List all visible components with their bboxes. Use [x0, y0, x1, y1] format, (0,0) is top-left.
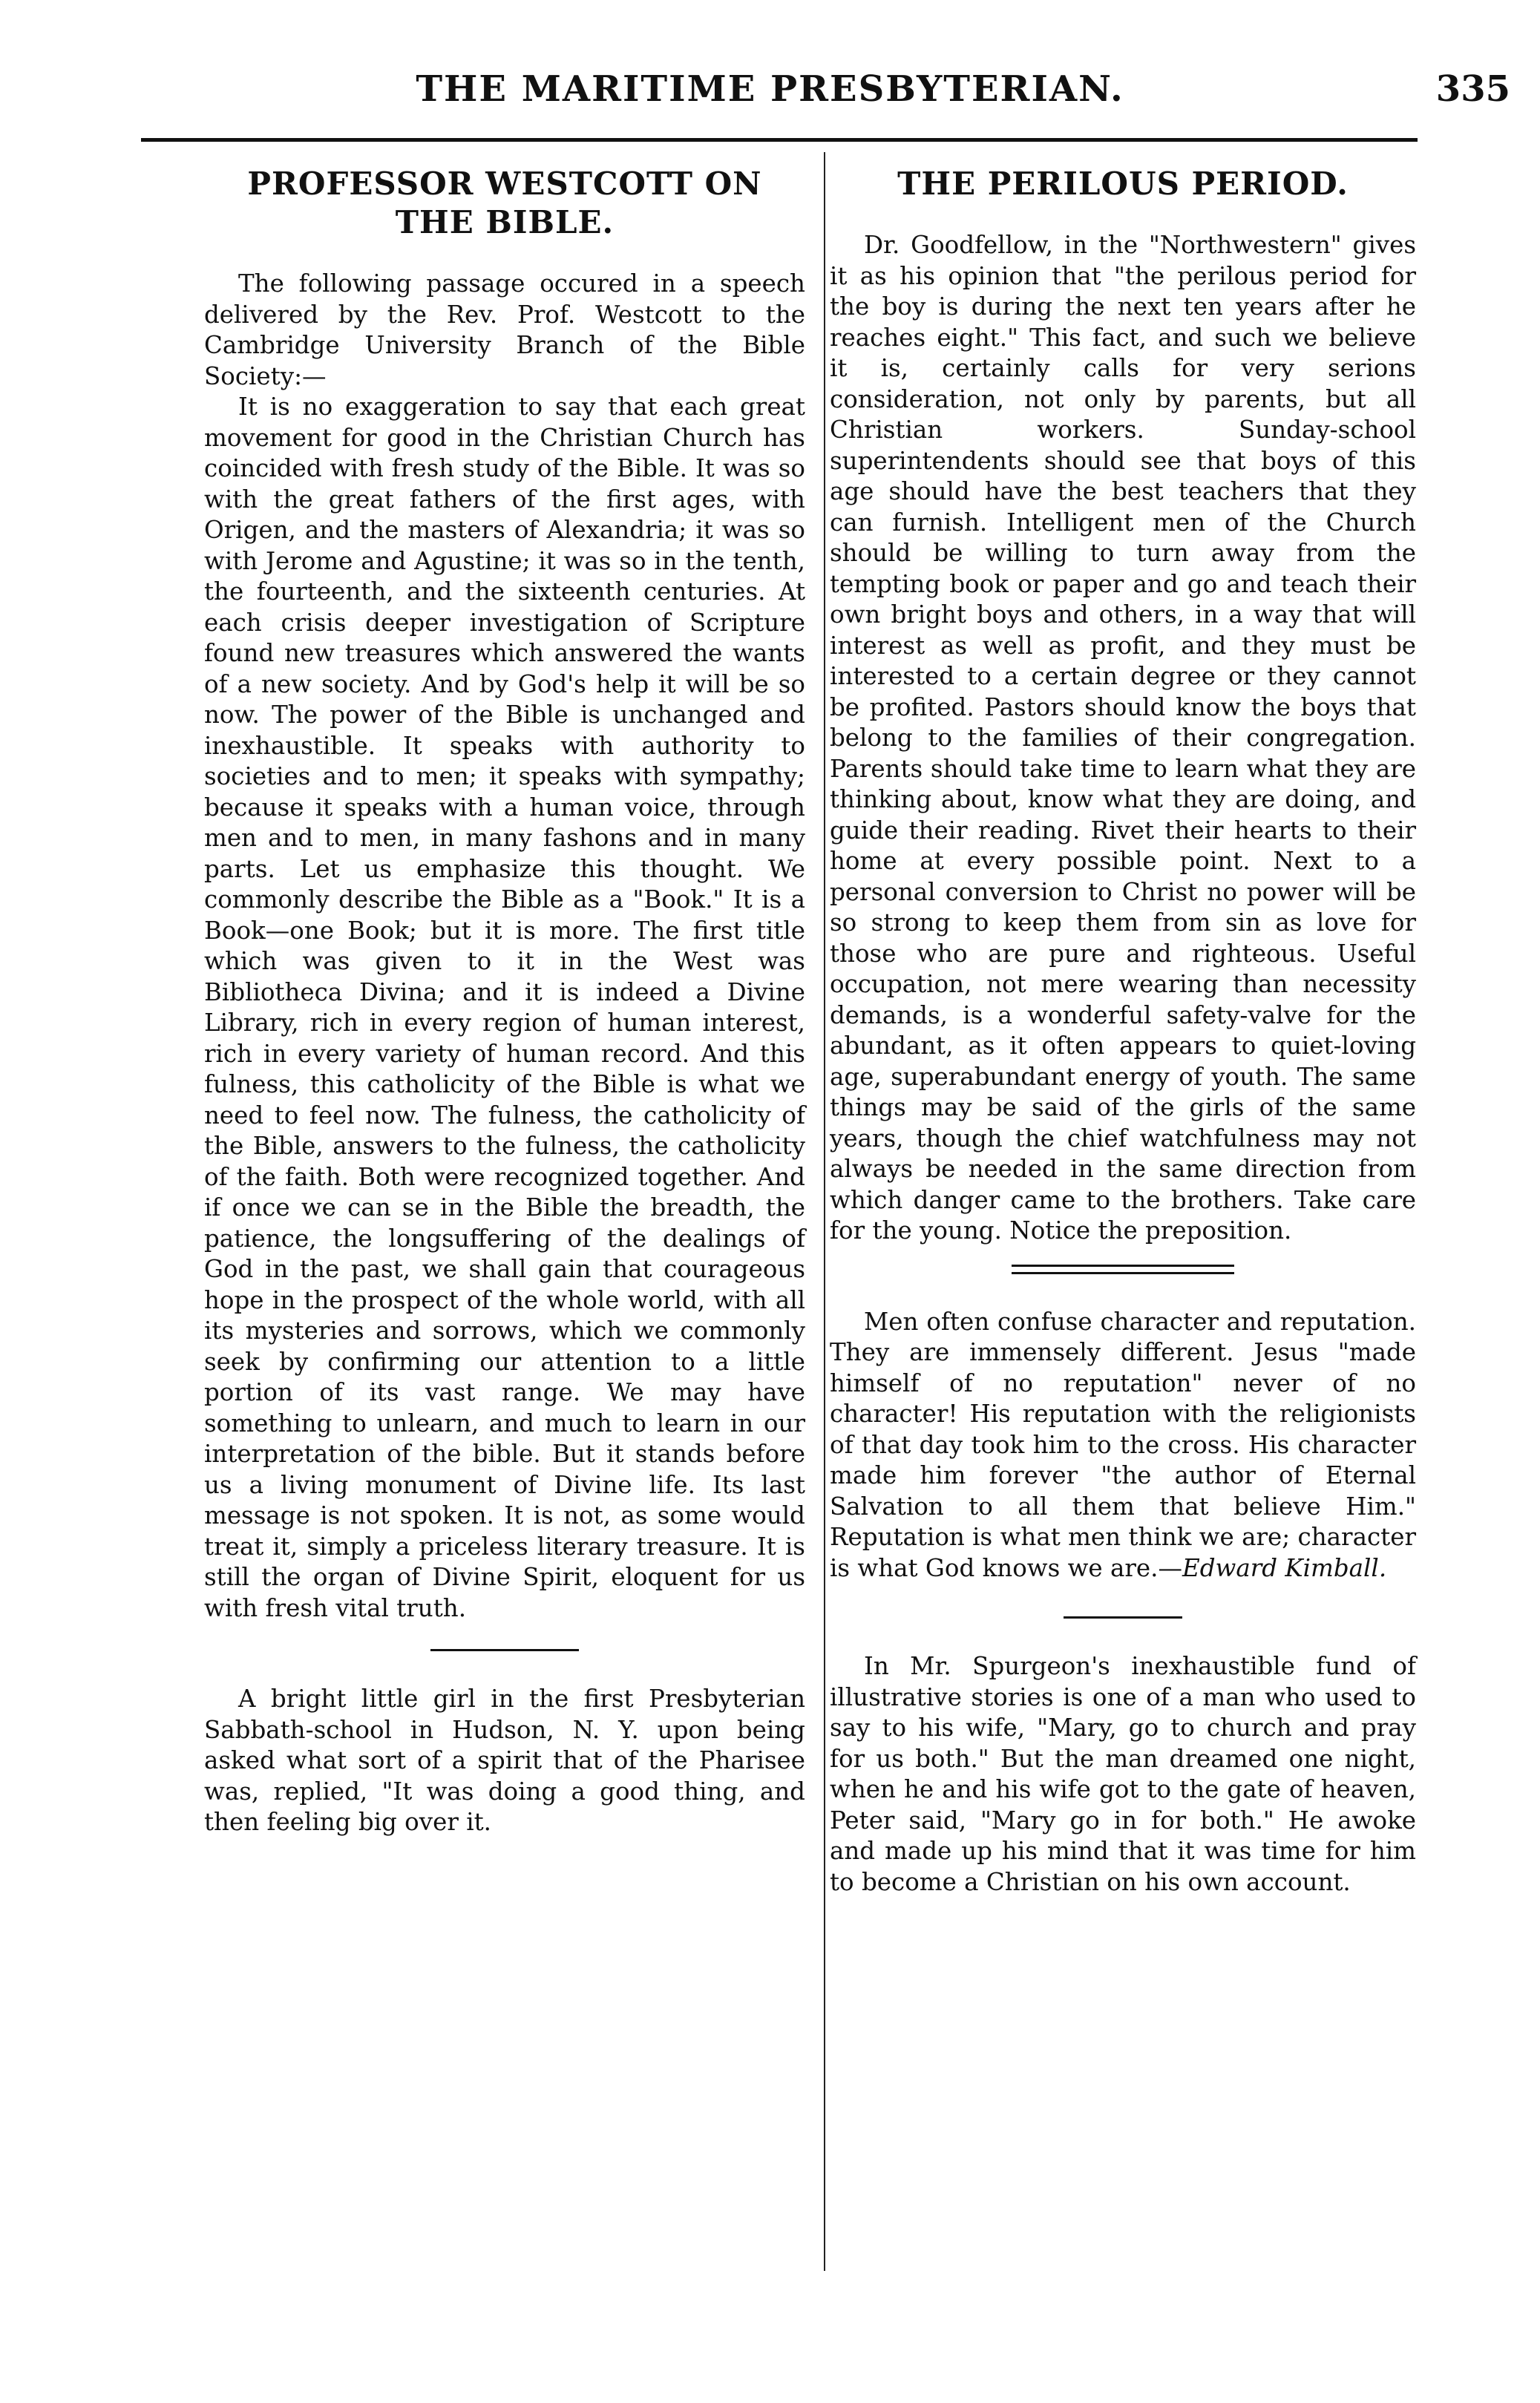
westcott-heading: PROFESSOR WESTCOTT ON THE BIBLE.	[247, 165, 762, 240]
westcott-body: It is no exaggeration to say that each great movement for good in the Christian Church has coincided with fresh study of the Bible. It was so with the great fathers of the first ages, with Origen, and the masters of Alexandria; it was so with Jerome and Agustine; it was so in the tenth, the fourteenth, and the sixteenth centuries. At each crisis deeper investigation of Scripture found new treasures which answered the wants of a new society. And by God's help it will be so now. The power of the Bible is unchanged and inexhaustible. It speaks with authority to societies and to men; it speaks with sympathy; because it speaks with a human voice, through men and to men, in many fashons and in many parts. Let us emphasize this thought. We commonly describe the Bible as a "Book." It is a Book—one Book; but it is more. The first title which was given to it in the West was Bibliotheca Divina; and it is indeed a Divine Library, rich in every region of human interest, rich in every variety of human record. And this fulness, this catholicity of the Bible is what we need to feel now. The fulness, the catholicity of the Bible, answers to the fulness, the catholicity of the faith. Both were recognized together. And if once we can se in the Bible the breadth, the patience, the longsuffering of the dealings of God in the past, we shall gain that courageous hope in the prospect of the whole world, with all its mysteries and sorrows, which we commonly seek by confirming our attention to a little portion of its vast range. We may have something to unlearn, and much to learn in our interpretation of the bible. But it stands before us a living monument of Divine life. Its last message is not spoken. It is not, as some would treat it, simply a priceless literary treasure. It is still the organ of Divine Spirit, eloquent for us with fresh vital truth.	[204, 393, 805, 1622]
spurgeon-paragraph: In Mr. Spurgeon's inexhaustible fund of illustrative stories is one of a man who used to say to his wife, "Mary, go to church and pray for us both." But the man dreamed one night, when he and his wife got to the gate of heaven, Peter said, "Mary go in for both." He awoke and made up his mind that it was time for him to become a Christian on his own account.	[830, 1652, 1416, 1896]
left-column	[204, 165, 805, 1838]
character-signature: Edward Kimball.	[1182, 1553, 1387, 1582]
masthead	[0, 68, 1540, 120]
character-paragraph	[830, 1307, 1416, 1584]
character-text: Men often confuse character and reputation. They are immensely different. Jesus "made himself of no reputation" never of no character! His reputation with the religionists of that day took him to the cross. His character made him forever "the author of Eternal Salvation to all them that believe Him." Reputation is what men think we are; character is what God knows we are.—	[830, 1307, 1416, 1582]
perilous-period-body: Dr. Goodfellow, in the "Northwestern" gives it as his opinion that "the perilous period for the boy is during the next ten years after he reaches eight." This fact, and such we believe it is, certainly calls for very serions consideration, not only by parents, but all Christian workers. Sunday-school superintendents should see that boys of this age should have the best teachers that they can furnish. Intelligent men of the Church should be willing to turn away from the tempting book or paper and go and teach their own bright boys and others, in a way that will interest as well as profit, and they must be interested to a certain degree or they cannot be profited. Pastors should know the boys that belong to the families of their congregation. Parents should take time to learn what they are thinking about, know what they are doing, and guide their reading. Rivet their hearts to their home at every possible point. Next to a personal conversion to Christ no power will be so strong to keep them from sin as love for those who are pure and righteous. Useful occupation, not mere wearing than necessity demands, is a wonderful safety-valve for the abundant, as it often appears to quiet-loving age, superabundant energy of youth. The same things may be said of the girls of the same years, though the chief watchfulness may not always be needed in the same direction from which danger came to the brothers. Take care for the young. Notice the preposition.	[830, 231, 1416, 1245]
publication-title: THE MARITIME PRESBYTERIAN.	[416, 68, 1124, 110]
section-double-rule	[1012, 1265, 1234, 1274]
perilous-period-heading: THE PERILOUS PERIOD.	[897, 165, 1349, 202]
westcott-intro: The following passage occured in a speech delivered by the Rev. Prof. Westcott to the Cambridge University Branch of the Bible Society:—	[204, 269, 805, 390]
page-number: 335	[1435, 68, 1510, 110]
header-rule	[141, 138, 1418, 142]
column-divider	[824, 152, 825, 2271]
section-rule	[430, 1649, 579, 1651]
right-column	[830, 165, 1416, 1898]
section-rule	[1064, 1616, 1182, 1619]
little-girl-anecdote: A bright little girl in the first Presbyterian Sabbath-school in Hudson, N. Y. upon being asked what sort of a spirit that of the Pharisee was, replied, "It was doing a good thing, and then feeling big over it.	[204, 1685, 805, 1836]
